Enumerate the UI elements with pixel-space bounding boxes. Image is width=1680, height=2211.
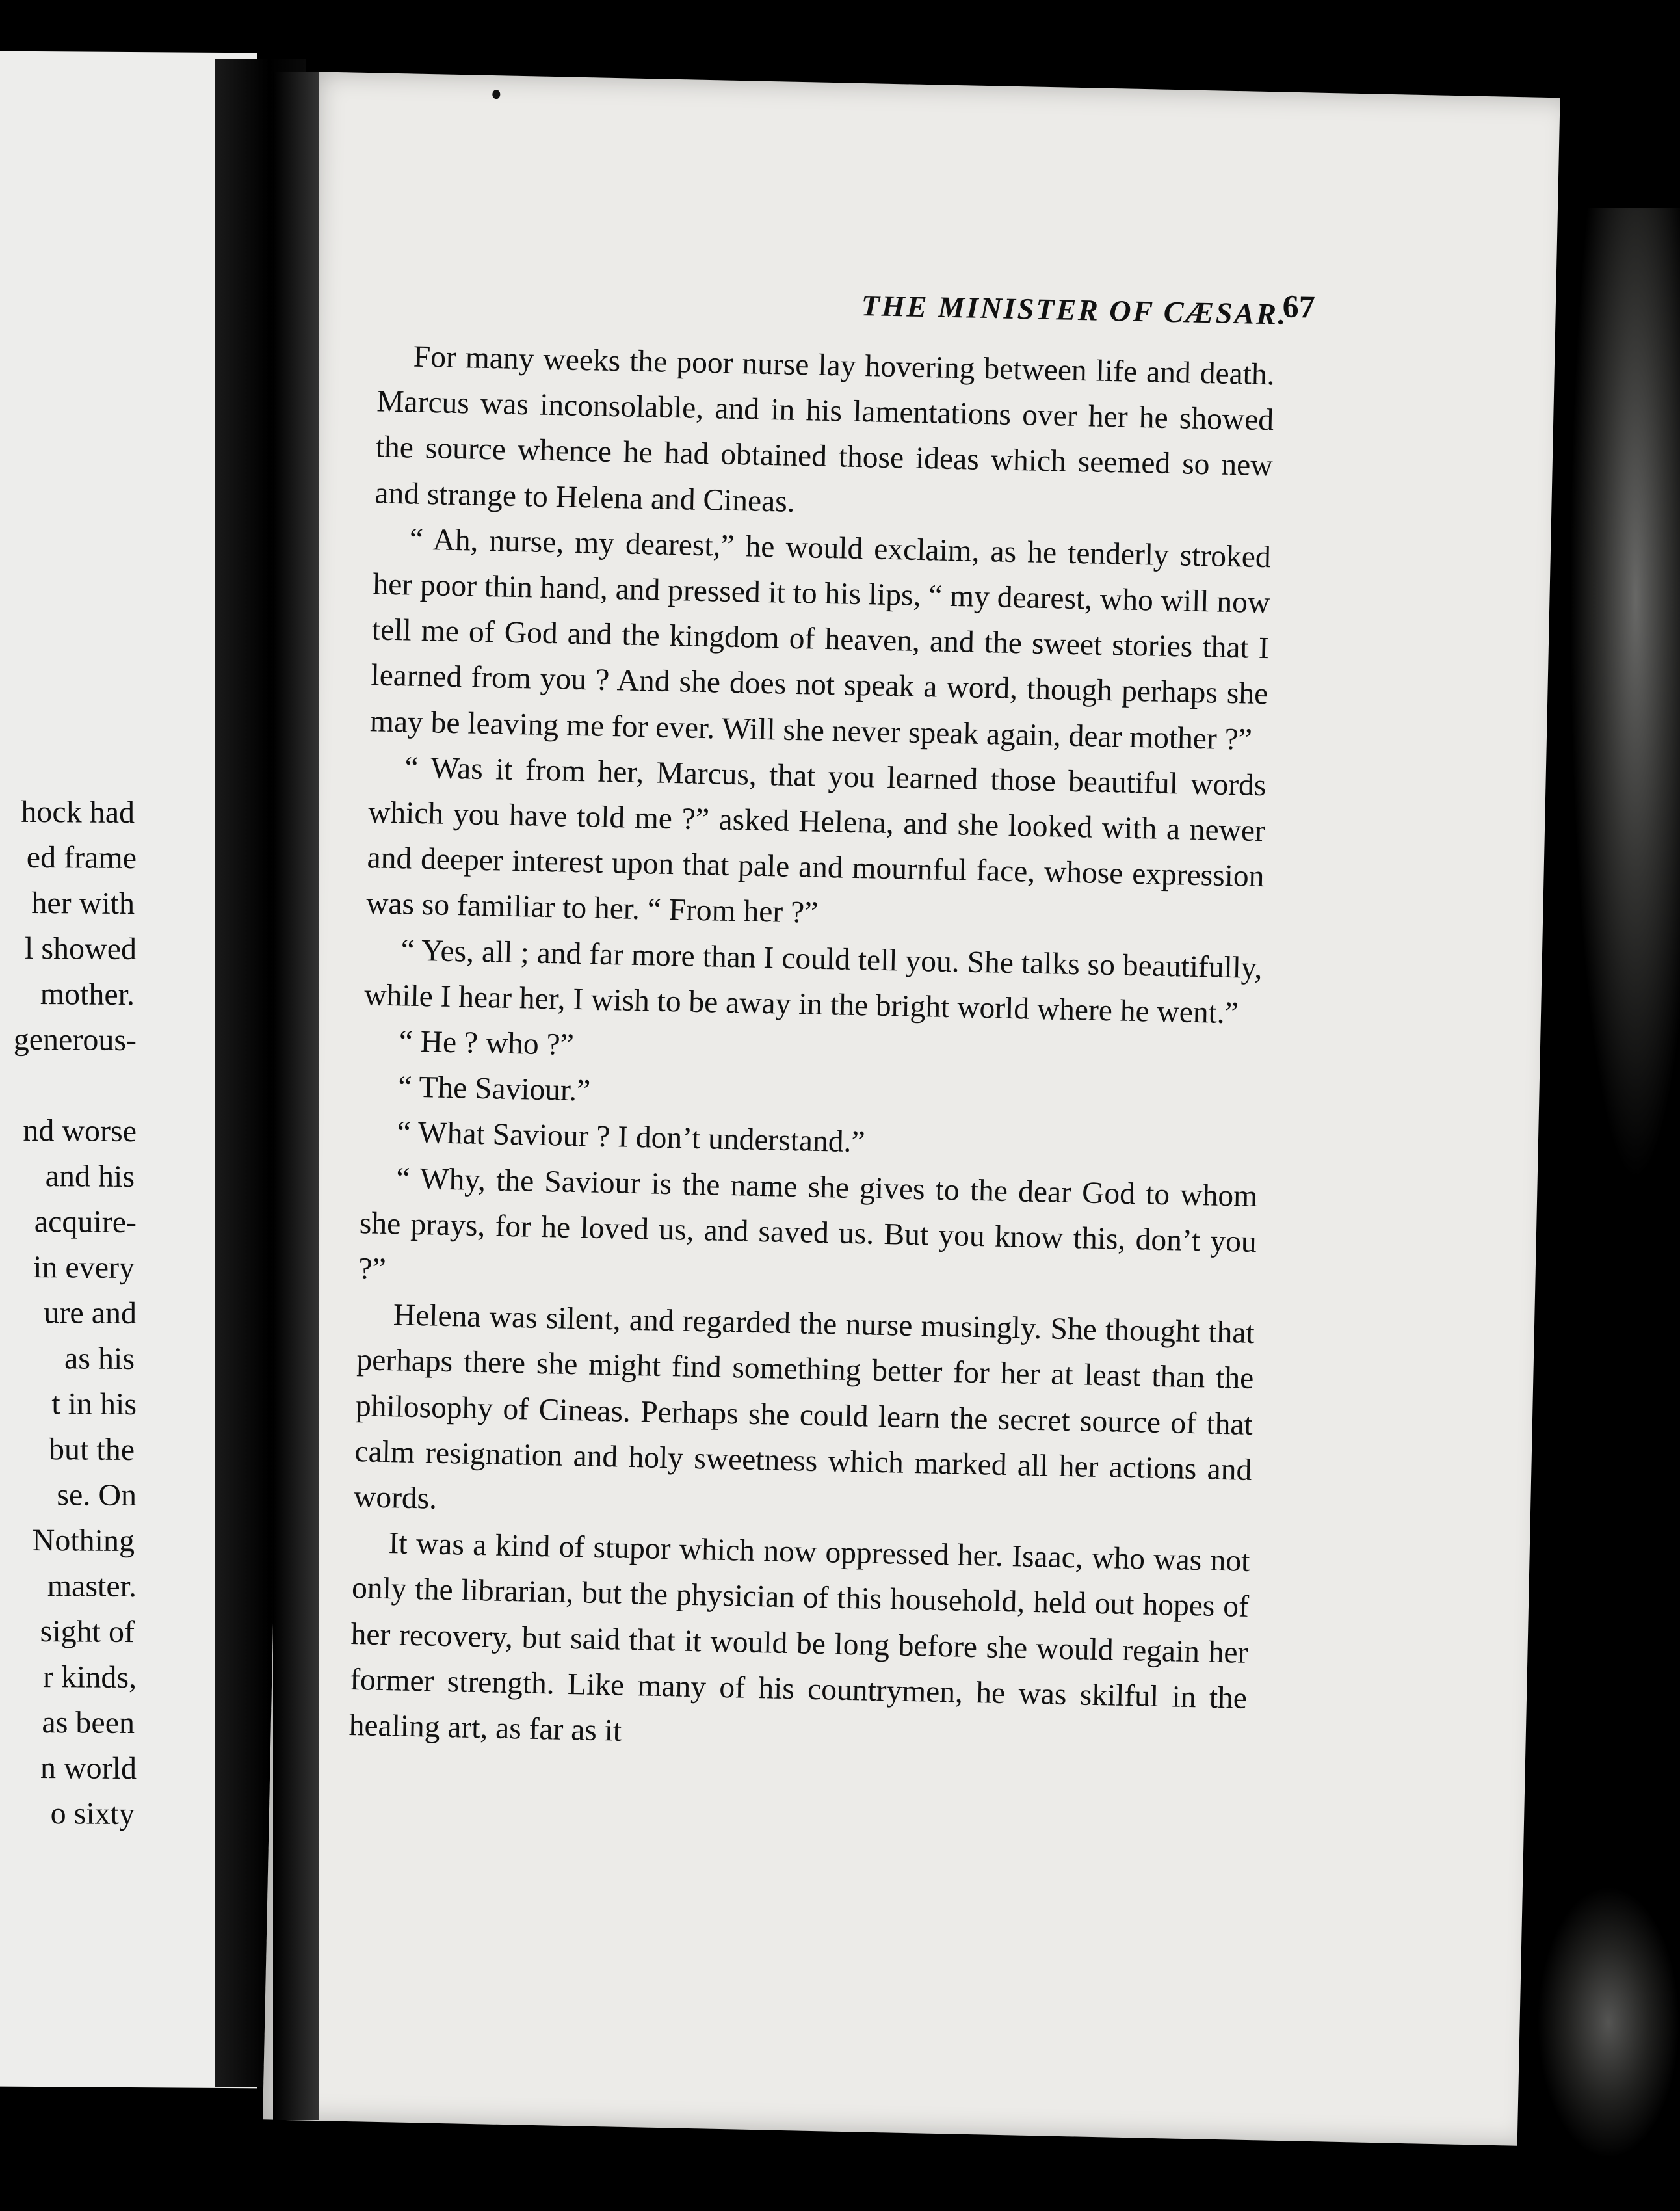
left-line: l showed: [25, 931, 137, 967]
left-line: as his: [64, 1341, 135, 1377]
paragraph: It was a kind of stupor which now oppressed her. Isaac, who was not only the librarian, but the physician of this household, held out hopes of her recovery, but said that it would be long before she would regain her former strength. Like many of his countrymen, he was skilful in the healing art, as far as it: [348, 1526, 1250, 1748]
left-line: t in his: [51, 1386, 137, 1422]
ink-speck: [492, 90, 500, 99]
left-line: her with: [31, 885, 135, 921]
paragraph: For many weeks the poor nurse lay hovering between life and death. Marcus was inconsolable, and in his lamentations over her he showed the source whence he had obtained those ideas which seemed so new and strange to Helena and Cineas.: [374, 339, 1276, 519]
scan-corner-artifact: [1537, 1886, 1680, 2159]
page-shadow: [273, 72, 319, 2120]
paragraph: “ Was it from her, Marcus, that you learned those beautiful words which you have told me ?” asked Helena, and she looked with a newer and deeper interest upon that pale and mournful face, whose expression was so familiar to her. “ From her ?”: [365, 750, 1267, 931]
paragraph: “ The Saviour.”: [397, 1070, 591, 1108]
left-line: acquire-: [34, 1204, 137, 1240]
left-line: ed frame: [26, 840, 137, 876]
left-line: n world: [40, 1751, 137, 1786]
paragraph: “ Ah, nurse, my dearest,” he would exclaim, as he tenderly stroked her poor thin hand, and pressed it to his lips, “ my dearest, who will now tell me of God and the kingdom of heaven, and the sweet stories that I learned from you ? And she does not speak a word, though perhaps she may be leaving me for ever. Will she never speak again, dear mother ?”: [369, 522, 1272, 757]
left-line: se. On: [57, 1477, 137, 1513]
left-line: ure and: [44, 1295, 137, 1331]
left-line: as been: [42, 1705, 135, 1741]
left-line: generous-: [13, 1022, 137, 1058]
left-line: nd worse: [23, 1113, 137, 1149]
left-line: mother.: [40, 977, 135, 1013]
page-number: 67: [1282, 287, 1316, 325]
left-line: Nothing: [32, 1522, 135, 1559]
left-line: o sixty: [50, 1796, 135, 1832]
running-head: THE MINISTER OF CÆSAR.: [861, 288, 1288, 331]
left-line: master.: [47, 1569, 137, 1604]
left-line: sight of: [40, 1614, 135, 1650]
left-line: but the: [49, 1432, 135, 1468]
left-line: r kinds,: [43, 1660, 137, 1695]
paragraph: “ What Saviour ? I don’t understand.”: [397, 1115, 866, 1159]
left-line: hock had: [21, 794, 135, 830]
left-line: in every: [33, 1249, 135, 1286]
paragraph: Helena was silent, and regarded the nurse musingly. She thought that perhaps there she might find something better for her at least than the philosophy of Cineas. Perhaps she could learn the secret source of that calm resignation and holy sweetness which marked all her actions and words.: [353, 1298, 1255, 1516]
paragraph: “ Yes, all ; and far more than I could tell you. She talks so beautifully, while I hear her, I wish to be away in the bright world where he went.”: [363, 933, 1263, 1031]
scan-edge-artifact: [1569, 208, 1680, 1184]
main-page: [263, 72, 1560, 2146]
left-line: and his: [45, 1159, 135, 1195]
paragraph: “ He ? who ?”: [399, 1024, 575, 1063]
paragraph: “ Why, the Saviour is the name she gives to the dear God to whom she prays, for he loved us, and saved us. But you know this, don’t you ?”: [358, 1161, 1258, 1287]
body-text: [348, 333, 1275, 1767]
